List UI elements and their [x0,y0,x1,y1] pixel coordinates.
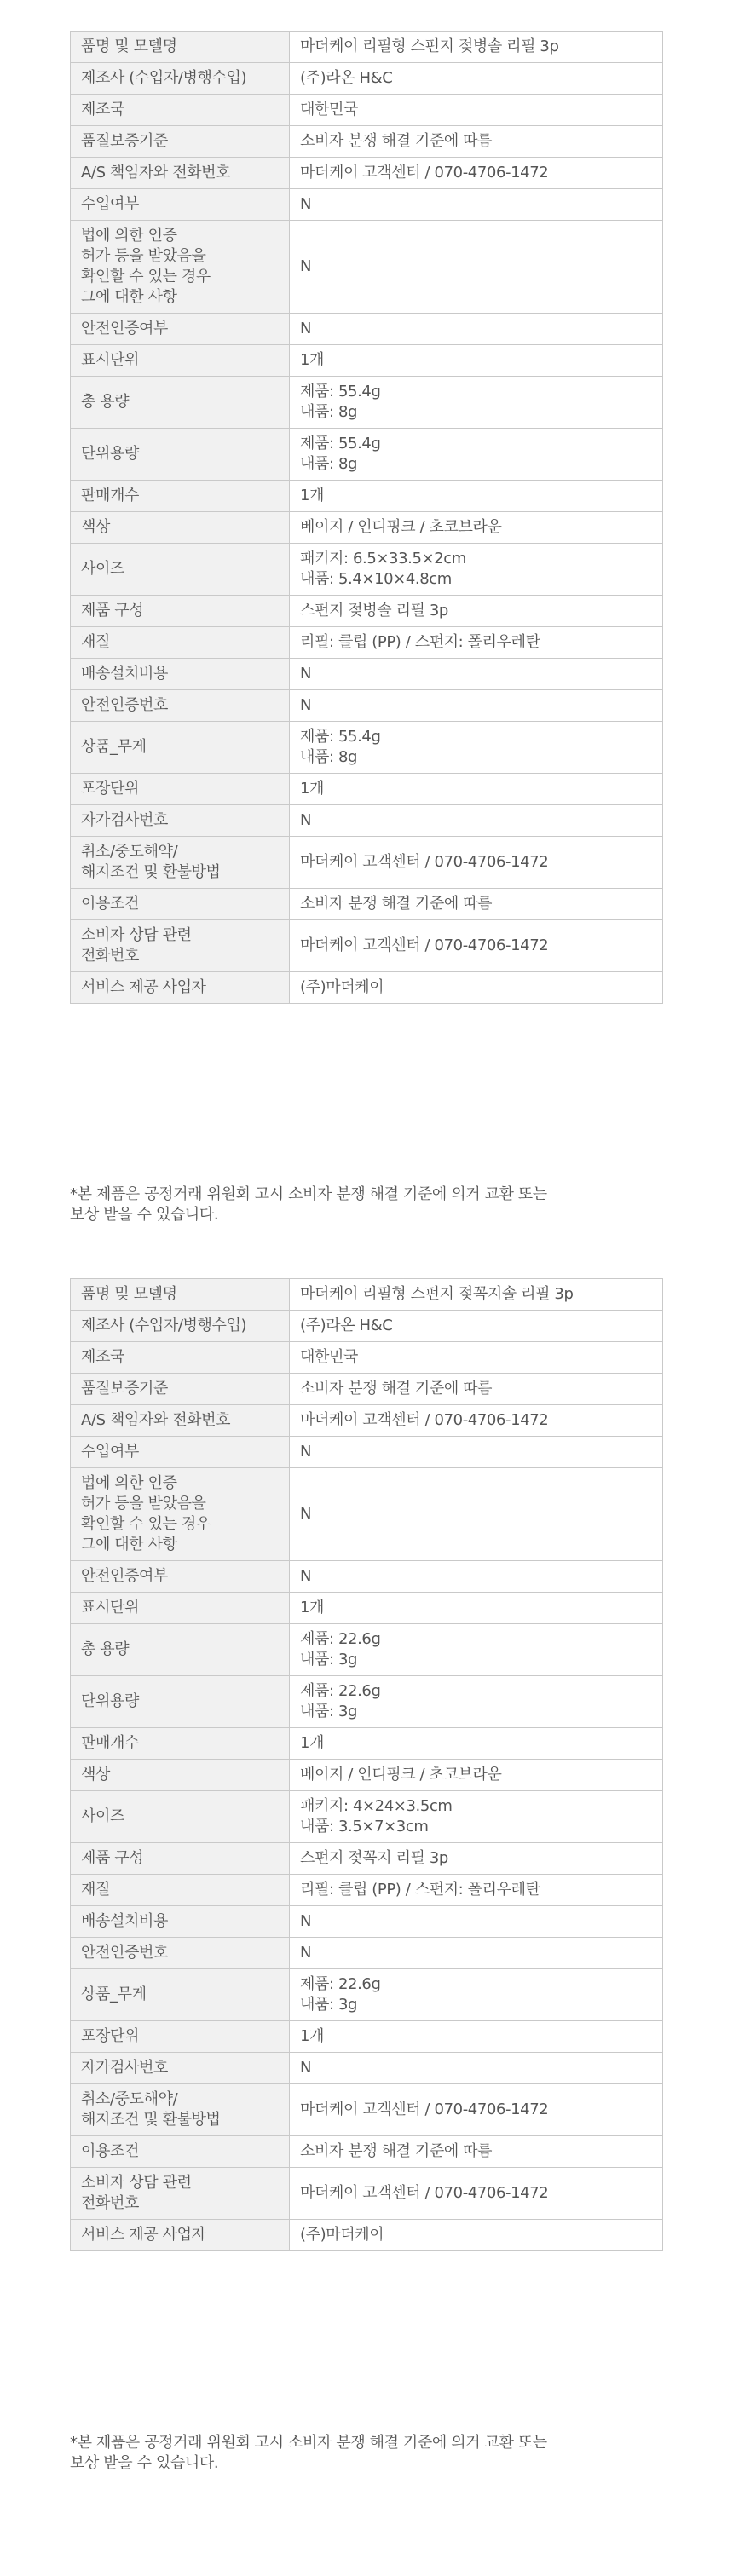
row-label-cell [71,1405,290,1437]
row-value: N [300,2059,312,2077]
row-label: 안전인증번호 [81,1944,168,1962]
row-value: 베이지 / 인디핑크 / 초코브라운 [300,518,502,536]
exchange-notice: *본 제품은 공정거래 위원회 고시 소비자 분쟁 해결 기준에 의거 교환 또는 보상 받을 수 있습니다. [70,1185,547,1224]
row-value-cell [290,1938,663,1969]
table-row [71,1561,663,1593]
row-value: 1개 [300,351,325,369]
row-label: 재질 [81,633,110,651]
row-label: 제품 구성 [81,1849,144,1867]
row-label: 수입여부 [81,195,139,213]
row-value-cell [290,481,663,512]
row-value: N [300,1567,312,1585]
row-value-cell [290,1342,663,1374]
table-row [71,774,663,805]
table-row [71,1760,663,1791]
row-label-cell [71,1468,290,1561]
row-value: 제품: 22.6g 내품: 3g [300,1682,381,1720]
exchange-notice: *본 제품은 공정거래 위원회 고시 소비자 분쟁 해결 기준에 의거 교환 또는 보상 받을 수 있습니다. [70,2434,547,2472]
table-row [71,2053,663,2084]
row-value: N [300,257,312,275]
row-label-cell [71,1342,290,1374]
row-value: N [300,696,312,714]
row-value: 대한민국 [300,101,358,118]
row-label-cell [71,1374,290,1405]
table-row [71,889,663,920]
row-label-cell [71,722,290,774]
row-label-cell [71,972,290,1004]
row-value: (주)마더케이 [300,978,384,996]
row-value-cell [290,2220,663,2251]
row-label: 사이즈 [81,560,124,578]
row-label-cell [71,837,290,889]
row-value-cell [290,1279,663,1311]
row-value: (주)라온 H&C [300,1317,393,1334]
row-label: 품질보증기준 [81,1380,168,1397]
row-value: N [300,195,312,213]
table-row [71,1374,663,1405]
row-value-cell [290,1468,663,1561]
row-label: 제조사 (수입자/병행수입) [81,69,247,87]
table-row [71,1875,663,1906]
row-value-cell [290,2168,663,2220]
row-value: N [300,665,312,683]
row-label-cell [71,690,290,722]
row-value: 1개 [300,487,325,504]
row-label: 이용조건 [81,2142,139,2160]
row-label: 품명 및 모델명 [81,37,177,55]
row-label-cell [71,1279,290,1311]
row-label: 품명 및 모델명 [81,1285,177,1303]
row-value: N [300,1944,312,1962]
row-label: 서비스 제공 사업자 [81,978,206,996]
row-label-cell [71,512,290,544]
table-row [71,481,663,512]
row-value: 제품: 55.4g 내품: 8g [300,728,381,766]
row-label-cell [71,158,290,189]
row-value: 마더케이 리필형 스펀지 젖병솔 리필 3p [300,37,559,55]
row-value-cell [290,2053,663,2084]
row-label: 제조국 [81,1348,124,1366]
table-row [71,1405,663,1437]
row-value: N [300,811,312,829]
row-label: A/S 책임자와 전화번호 [81,1411,231,1429]
table-row [71,1969,663,2021]
row-value-cell [290,889,663,920]
row-label: 법에 의한 인증 허가 등을 받았음을 확인할 수 있는 경우 그에 대한 사항 [81,1474,211,1553]
table-row [71,837,663,889]
row-label-cell [71,1938,290,1969]
row-label-cell [71,2084,290,2136]
row-label: A/S 책임자와 전화번호 [81,164,231,182]
row-label: 안전인증여부 [81,320,168,337]
row-value-cell [290,805,663,837]
row-label: 취소/중도해약/ 해지조건 및 환불방법 [81,2090,221,2129]
row-label-cell [71,63,290,95]
row-value-cell [290,314,663,345]
row-value: 소비자 분쟁 해결 기준에 따름 [300,1380,493,1397]
row-value-cell [290,1969,663,2021]
row-value-cell [290,1875,663,1906]
row-value-cell [290,2021,663,2053]
row-value: N [300,1443,312,1461]
table-row [71,314,663,345]
table-row [71,596,663,627]
row-value-cell [290,596,663,627]
row-label: 총 용량 [81,393,130,411]
row-value-cell [290,1791,663,1843]
table-row [71,1906,663,1938]
row-value-cell [290,2084,663,2136]
row-value-cell [290,1624,663,1676]
row-value: 패키지: 6.5×33.5×2cm 내품: 5.4×10×4.8cm [300,550,466,588]
table-row [71,972,663,1004]
row-label-cell [71,377,290,429]
row-label: 상품_무게 [81,738,147,756]
row-value: 마더케이 고객센터 / 070-4706-1472 [300,2184,549,2202]
table-row [71,805,663,837]
table-row [71,1342,663,1374]
table-row [71,544,663,596]
row-value-cell [290,512,663,544]
row-value-cell [290,1760,663,1791]
table-row [71,627,663,659]
row-label-cell [71,481,290,512]
row-label: 이용조건 [81,895,139,913]
row-value-cell [290,1561,663,1593]
row-label-cell [71,1969,290,2021]
row-label: 수입여부 [81,1443,139,1461]
table-row [71,2084,663,2136]
row-value-cell [290,1728,663,1760]
row-label-cell [71,805,290,837]
row-value: 1개 [300,1734,325,1752]
row-label: 단위용량 [81,1692,139,1710]
table-body [71,1279,663,2251]
row-value-cell [290,1906,663,1938]
row-label: 단위용량 [81,445,139,463]
row-label-cell [71,1437,290,1468]
row-value-cell [290,774,663,805]
row-label-cell [71,1561,290,1593]
row-label-cell [71,544,290,596]
row-value: 소비자 분쟁 해결 기준에 따름 [300,895,493,913]
table-row [71,1437,663,1468]
row-label: 제조국 [81,101,124,118]
table-row [71,32,663,63]
row-label: 자가검사번호 [81,811,168,829]
row-value-cell [290,429,663,481]
table-row [71,345,663,377]
row-label-cell [71,596,290,627]
row-value-cell [290,837,663,889]
row-label-cell [71,1906,290,1938]
row-value-cell [290,63,663,95]
row-value-cell [290,158,663,189]
row-label: 포장단위 [81,2027,139,2045]
table-row [71,920,663,972]
row-label: 재질 [81,1881,110,1899]
product-info-table-refill-nipple-brush [70,1278,663,2251]
row-label: 판매개수 [81,1734,139,1752]
row-value: 리필: 클립 (PP) / 스펀지: 폴리우레탄 [300,633,540,651]
row-value: 1개 [300,780,325,798]
row-label-cell [71,314,290,345]
row-label: 판매개수 [81,487,139,504]
row-label: 취소/중도해약/ 해지조건 및 환불방법 [81,843,221,881]
row-label: 제품 구성 [81,602,144,620]
row-label-cell [71,1843,290,1875]
row-value: 제품: 55.4g 내품: 8g [300,383,381,421]
table-row [71,1593,663,1624]
row-label-cell [71,2220,290,2251]
table-row [71,1311,663,1342]
table-row [71,659,663,690]
row-label-cell [71,429,290,481]
row-value: 마더케이 리필형 스펀지 젖꼭지솔 리필 3p [300,1285,574,1303]
row-value-cell [290,690,663,722]
row-value-cell [290,544,663,596]
table-row [71,63,663,95]
row-value-cell [290,1374,663,1405]
table-row [71,2136,663,2168]
row-label-cell [71,2136,290,2168]
table-row [71,158,663,189]
row-value-cell [290,1676,663,1728]
row-label-cell [71,345,290,377]
row-value: 마더케이 고객센터 / 070-4706-1472 [300,164,549,182]
row-label-cell [71,1791,290,1843]
row-value-cell [290,722,663,774]
row-label-cell [71,774,290,805]
row-label: 안전인증여부 [81,1567,168,1585]
row-value: 1개 [300,1599,325,1616]
row-label: 제조사 (수입자/병행수입) [81,1317,247,1334]
table-row [71,512,663,544]
table-row [71,95,663,126]
row-value: 대한민국 [300,1348,358,1366]
table-row [71,1676,663,1728]
row-value-cell [290,189,663,221]
table-row [71,1279,663,1311]
row-value: 마더케이 고객센터 / 070-4706-1472 [300,2101,549,2118]
row-label-cell [71,126,290,158]
table-row [71,722,663,774]
table-row [71,221,663,314]
table-row [71,429,663,481]
row-value: 마더케이 고객센터 / 070-4706-1472 [300,936,549,954]
table-row [71,1938,663,1969]
row-label-cell [71,32,290,63]
table-row [71,126,663,158]
row-label: 총 용량 [81,1640,130,1658]
row-label: 사이즈 [81,1807,124,1825]
row-label-cell [71,95,290,126]
row-label-cell [71,2168,290,2220]
row-value: 리필: 클립 (PP) / 스펀지: 폴리우레탄 [300,1881,540,1899]
row-value-cell [290,1437,663,1468]
row-value: 베이지 / 인디핑크 / 초코브라운 [300,1766,502,1784]
product-info-table-refill-bottle-brush [70,31,663,1004]
table-row [71,2220,663,2251]
row-value-cell [290,345,663,377]
row-value: 제품: 22.6g 내품: 3g [300,1975,381,2014]
row-label-cell [71,1676,290,1728]
table-row [71,2021,663,2053]
row-value-cell [290,377,663,429]
row-label-cell [71,889,290,920]
row-label: 색상 [81,1766,110,1784]
table-row [71,1791,663,1843]
row-label: 배송설치비용 [81,1912,168,1930]
table-row [71,189,663,221]
row-value: (주)라온 H&C [300,69,393,87]
row-label: 표시단위 [81,1599,139,1616]
row-value: 패키지: 4×24×3.5cm 내품: 3.5×7×3cm [300,1797,453,1835]
table-row [71,1468,663,1561]
row-label: 품질보증기준 [81,132,168,150]
row-value: 제품: 22.6g 내품: 3g [300,1630,381,1668]
row-label-cell [71,2021,290,2053]
row-label-cell [71,659,290,690]
row-label-cell [71,1875,290,1906]
row-label: 소비자 상담 관련 전화번호 [81,926,192,965]
row-value: N [300,1505,312,1523]
row-label-cell [71,1760,290,1791]
row-value: 스펀지 젖병솔 리필 3p [300,602,448,620]
table-row [71,1624,663,1676]
row-label: 자가검사번호 [81,2059,168,2077]
row-label-cell [71,1593,290,1624]
row-label: 소비자 상담 관련 전화번호 [81,2174,192,2212]
row-label-cell [71,221,290,314]
row-value: 제품: 55.4g 내품: 8g [300,435,381,473]
row-label-cell [71,2053,290,2084]
row-value-cell [290,659,663,690]
row-value-cell [290,972,663,1004]
row-value: 소비자 분쟁 해결 기준에 따름 [300,132,493,150]
row-value: (주)마더케이 [300,2226,384,2244]
row-value: 소비자 분쟁 해결 기준에 따름 [300,2142,493,2160]
row-label: 서비스 제공 사업자 [81,2226,206,2244]
row-label-cell [71,1728,290,1760]
row-value-cell [290,1311,663,1342]
row-label-cell [71,627,290,659]
row-label-cell [71,1311,290,1342]
row-label: 상품_무게 [81,1985,147,2003]
row-value-cell [290,2136,663,2168]
row-value: 마더케이 고객센터 / 070-4706-1472 [300,853,549,871]
table-row [71,1843,663,1875]
row-value: N [300,320,312,337]
row-value: N [300,1912,312,1930]
row-value-cell [290,126,663,158]
row-label-cell [71,920,290,972]
row-label: 색상 [81,518,110,536]
row-value-cell [290,95,663,126]
row-label-cell [71,1624,290,1676]
row-value-cell [290,1843,663,1875]
row-label: 안전인증번호 [81,696,168,714]
row-label: 배송설치비용 [81,665,168,683]
row-label: 표시단위 [81,351,139,369]
row-value-cell [290,32,663,63]
table-row [71,1728,663,1760]
row-value: 마더케이 고객센터 / 070-4706-1472 [300,1411,549,1429]
table-row [71,690,663,722]
row-value-cell [290,221,663,314]
row-value: 1개 [300,2027,325,2045]
row-value-cell [290,920,663,972]
table-row [71,2168,663,2220]
row-value: 스펀지 젖꼭지 리필 3p [300,1849,448,1867]
row-value-cell [290,1593,663,1624]
table-body [71,32,663,1004]
row-label: 법에 의한 인증 허가 등을 받았음을 확인할 수 있는 경우 그에 대한 사항 [81,227,211,306]
row-value-cell [290,1405,663,1437]
row-label-cell [71,189,290,221]
row-label: 포장단위 [81,780,139,798]
table-row [71,377,663,429]
row-value-cell [290,627,663,659]
